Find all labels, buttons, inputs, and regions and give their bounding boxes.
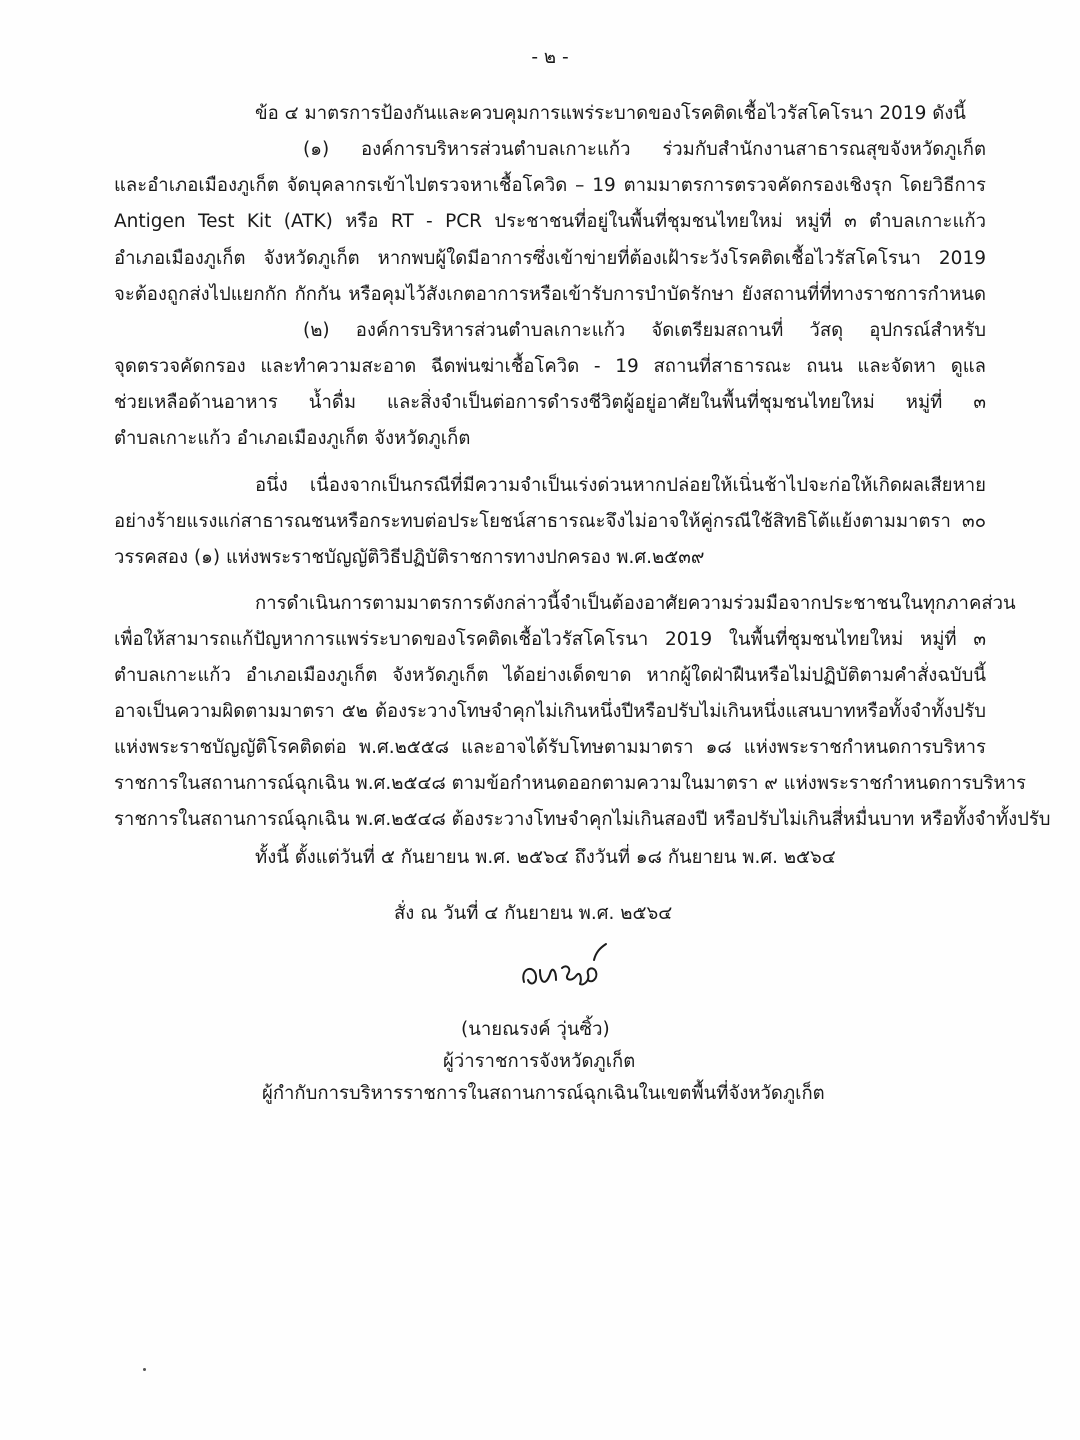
paragraph-line: ตำบลเกาะแก้ว อำเภอเมืองภูเก็ต จังหวัดภูเก็ต <box>114 428 471 449</box>
paragraph-line: ราชการในสถานการณ์ฉุกเฉิน พ.ศ.๒๕๔๘ ต้องระวางโทษจำคุกไม่เกินสองปี หรือปรับไม่เกินสี่หมื่นบาท หรือทั้งจำทั้งปรับ <box>114 809 1051 830</box>
paragraph-line: อาจเป็นความผิดตามมาตรา ๕๒ ต้องระวางโทษจำคุกไม่เกินหนึ่งปีหรือปรับไม่เกินหนึ่งแสนบาทหรือทั้งจำทั้งปรับ <box>114 701 986 722</box>
page-number: - ๒ - <box>531 47 569 68</box>
signature-image <box>510 940 620 1000</box>
effective-period: ทั้งนี้ ตั้งแต่วันที่ ๕ กันยายน พ.ศ. ๒๕๖๔ ถึงวันที่ ๑๘ กันยายน พ.ศ. ๒๕๖๔ <box>255 847 836 868</box>
paragraph-line: (๒) องค์การบริหารส่วนตำบลเกาะแก้ว จัดเตรียมสถานที่ วัสดุ อุปกรณ์สำหรับ <box>303 320 986 341</box>
handwritten-signature <box>510 940 620 1000</box>
signatory-role: ผู้กำกับการบริหารราชการในสถานการณ์ฉุกเฉินในเขตพื้นที่จังหวัดภูเก็ต <box>262 1083 825 1104</box>
paragraph-line: (๑) องค์การบริหารส่วนตำบลเกาะแก้ว ร่วมกับสำนักงานสาธารณสุขจังหวัดภูเก็ต <box>303 139 986 160</box>
paragraph-line: และอำเภอเมืองภูเก็ต จัดบุคลากรเข้าไปตรวจหาเชื้อโควิด – 19 ตามมาตรการตรวจคัดกรองเชิงรุก โดยวิธีการ <box>114 175 986 196</box>
paragraph-line: จุดตรวจคัดกรอง และทำความสะอาด ฉีดพ่นฆ่าเชื้อโควิด - 19 สถานที่สาธารณะ ถนน และจัดหา ดูแล <box>114 356 986 377</box>
paragraph-line: ตำบลเกาะแก้ว อำเภอเมืองภูเก็ต จังหวัดภูเก็ต ได้อย่างเด็ดขาด หากผู้ใดฝ่าฝืนหรือไม่ปฏิบัติตามคำสั่งฉบับนี้ <box>114 665 986 686</box>
paragraph-line: ราชการในสถานการณ์ฉุกเฉิน พ.ศ.๒๕๔๘ ตามข้อกำหนดออกตามความในมาตรา ๙ แห่งพระราชกำหนดการบริหาร <box>114 773 1026 794</box>
paragraph-line: อนึ่ง เนื่องจากเป็นกรณีที่มีความจำเป็นเร่งด่วนหากปล่อยให้เนิ่นช้าไปจะก่อให้เกิดผลเสียหาย <box>255 475 986 496</box>
scan-speck <box>143 1368 146 1371</box>
clause-4-title: ข้อ ๔ มาตรการป้องกันและควบคุมการแพร่ระบาดของโรคติดเชื้อไวรัสโคโรนา 2019 ดังนี้ <box>255 103 966 124</box>
paragraph-line: วรรคสอง (๑) แห่งพระราชบัญญัติวิธีปฏิบัติราชการทางปกครอง พ.ศ.๒๕๓๙ <box>114 547 705 568</box>
paragraph-line: แห่งพระราชบัญญัติโรคติดต่อ พ.ศ.๒๕๕๘ และอาจได้รับโทษตามมาตรา ๑๘ แห่งพระราชกำหนดการบริหาร <box>114 737 986 758</box>
paragraph-line: การดำเนินการตามมาตรการดังกล่าวนี้จำเป็นต้องอาศัยความร่วมมือจากประชาชนในทุกภาคส่วน <box>255 593 1016 614</box>
order-date: สั่ง ณ วันที่ ๔ กันยายน พ.ศ. ๒๕๖๔ <box>394 903 673 924</box>
paragraph-line: ช่วยเหลือด้านอาหาร น้ำดื่ม และสิ่งจำเป็นต่อการดำรงชีวิตผู้อยู่อาศัยในพื้นที่ชุมชนไทยใหม่ หมู่ที่ ๓ <box>114 392 986 413</box>
paragraph-line: เพื่อให้สามารถแก้ปัญหาการแพร่ระบาดของโรคติดเชื้อไวรัสโคโรนา 2019 ในพื้นที่ชุมชนไทยใหม่ หมู่ที่ ๓ <box>114 629 986 650</box>
signatory-name: (นายณรงค์ วุ่นซิ้ว) <box>461 1019 610 1040</box>
paragraph-line: อย่างร้ายแรงแก่สาธารณชนหรือกระทบต่อประโยชน์สาธารณะจึงไม่อาจให้คู่กรณีใช้สิทธิโต้แย้งตามมาตรา ๓๐ <box>114 511 986 532</box>
signatory-title: ผู้ว่าราชการจังหวัดภูเก็ต <box>443 1051 636 1072</box>
paragraph-line: Antigen Test Kit (ATK) หรือ RT - PCR ประชาชนที่อยู่ในพื้นที่ชุมชนไทยใหม่ หมู่ที่ ๓ ตำบลเกาะแก้ว <box>114 211 986 232</box>
paragraph-line: อำเภอเมืองภูเก็ต จังหวัดภูเก็ต หากพบผู้ใดมีอาการซึ่งเข้าข่ายที่ต้องเฝ้าระวังโรคติดเชื้อไวรัสโคโรนา 2019 <box>114 248 986 269</box>
paragraph-line: จะต้องถูกส่งไปแยกกัก กักกัน หรือคุมไว้สังเกตอาการหรือเข้ารับการบำบัดรักษา ยังสถานที่ที่ทางราชการกำหนด <box>114 284 986 305</box>
